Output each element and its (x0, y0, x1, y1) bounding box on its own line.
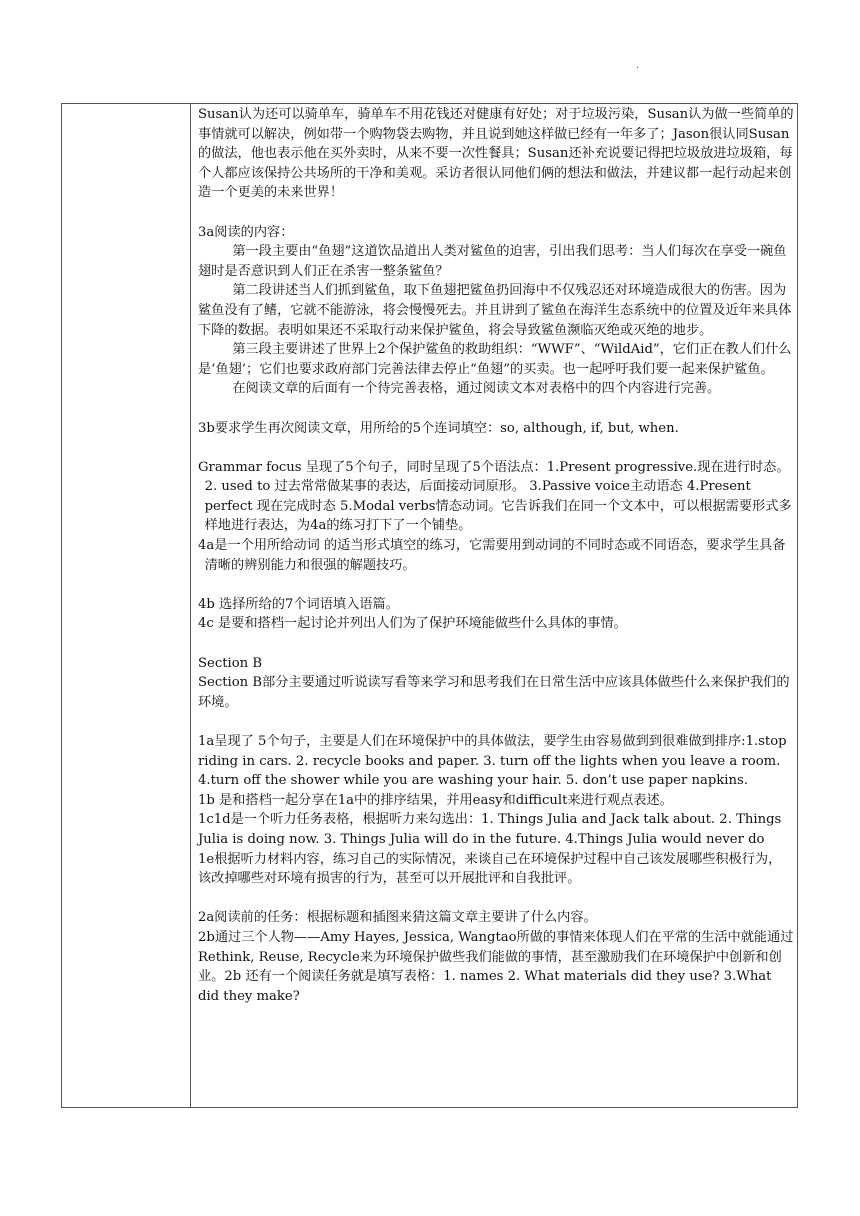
paragraph-4b: 4b 选择所给的7个词语填入语篇。 (198, 596, 399, 612)
paragraph-1c1d: 1c1d是一个听力任务表格，根据听力来勾选出：1. Things Julia and Jack talk about. 2. Things Julia is doing now. 3. Things Julia will do in the future. 4.Things Julia would never do (198, 812, 782, 847)
paragraph-3a-table: 在阅读文章的后面有一个待完善表格，通过阅读文本对表格中的四个内容进行完善。 (232, 381, 721, 397)
paragraph-grammar-focus: Grammar focus 呈现了5个句子，同时呈现了5个语法点：1.Present progressive.现在进行时态。 2. used to 过去常常做某事的表达，后面接动词原形。 3.Passive voice主动语态 4.Present perfect 现在完成时态 5.Modal verbs情态动词。它告诉我们在同一个文本中，可以根据需要形式多样地进行表达，为4a的练习打下了一个铺垫。 (198, 459, 792, 534)
paragraph-3a-second: 第二段讲述当人们抓到鲨鱼，取下鱼翅把鲨鱼扔回海中不仅残忍还对环境造成很大的伤害。因为鲨鱼没有了鳍，它就不能游泳，将会慢慢死去。并且讲到了鲨鱼在海洋生态系统中的位置及近年来具体下降的数据。表明如果还不采取行动来保护鲨鱼，将会导致鲨鱼濒临灭绝或灭绝的地步。 (198, 283, 792, 338)
paragraph-4c: 4c 是要和搭档一起讨论并列出人们为了保护环境能做些什么具体的事情。 (198, 616, 627, 632)
paragraph-1e: 1e根据听力材料内容，练习自己的实际情况，来谈自己在环境保护过程中自己该发展哪些积极行为，该改掉哪些对环境有损害的行为，甚至可以开展批评和自我批评。 (198, 851, 782, 887)
header-dot: . (636, 60, 640, 71)
paragraph-3a-first: 第一段主要由“鱼翅”这道饮品道出人类对鲨鱼的迫害，引出我们思考：当人们每次在享受一碗鱼翅时是否意识到人们正在杀害一整条鲨鱼？ (198, 244, 787, 279)
paragraph-3a-third: 第三段主要讲述了世界上2个保护鲨鱼的救助组织：“WWF”、“WildAid”，它们正在教人们什么是‘鱼翅’；它们也要求政府部门完善法律去停止“鱼翅”的买卖。也一起呼吁我们要一起来保护鲨鱼。 (198, 342, 792, 377)
paragraph-section-b: Section B部分主要通过听说读写看等来学习和思考我们在日常生活中应该具体做些什么来保护我们的环境。 (198, 675, 790, 710)
paragraph-3a-heading: 3a阅读的内容： (198, 224, 294, 240)
paragraph-2b: 2b通过三个人物——Amy Hayes, Jessica, Wangtao所做的事情来体现人们在平常的生活中就能通过Rethink, Reuse, Recycle来为环境保护做些我们能做的事情，甚至激励我们在环境保护中创新和创业。2b 还有一个阅读任务就是填写表格：1. names 2. What materials did they use? 3.What did they make? (198, 929, 794, 1004)
paragraph-2a: 2a阅读前的任务：根据标题和插图来猜这篇文章主要讲了什么内容。 (198, 910, 597, 926)
paragraph-1a: 1a呈现了 5个句子，主要是人们在环境保护中的具体做法，要学生由容易做到到很难做到排序:1.stop riding in cars. 2. recycle books and paper. 3. turn off the lights when you leave a room. 4.turn off the shower while you are washing your hair. 5. don’t use paper napkins. (198, 734, 787, 789)
section-b-heading: Section B (198, 655, 263, 671)
paragraph-susan: Susan认为还可以骑单车，骑单车不用花钱还对健康有好处；对于垃圾污染，Susan认为做一些简单的事情就可以解决，例如带一个购物袋去购物，并且说到她这样做已经有一年多了；Jason很认同Susan的做法，他也表示他在买外卖时，从来不要一次性餐具；Susan还补充说要记得把垃圾放进垃圾箱，每个人都应该保持公共场所的干净和美观。采访者很认同他们俩的想法和做法，并建议都一起行动起来创造一个更美的未来世界！ (198, 107, 794, 201)
table-left-column (62, 104, 191, 1107)
lesson-table (61, 103, 798, 1108)
paragraph-3b: 3b要求学生再次阅读文章，用所给的5个连词填空：so, although, if, but, when. (198, 420, 679, 436)
table-content-cell (198, 105, 794, 1006)
paragraph-4a: 4a是一个用所给动词 的适当形式填空的练习，它需要用到动词的不同时态或不同语态，要求学生具备清晰的辨别能力和很强的解题技巧。 (198, 538, 786, 573)
paragraph-1b: 1b 是和搭档一起分享在1a中的排序结果，并用easy和difficult来进行观点表述。 (198, 792, 673, 808)
